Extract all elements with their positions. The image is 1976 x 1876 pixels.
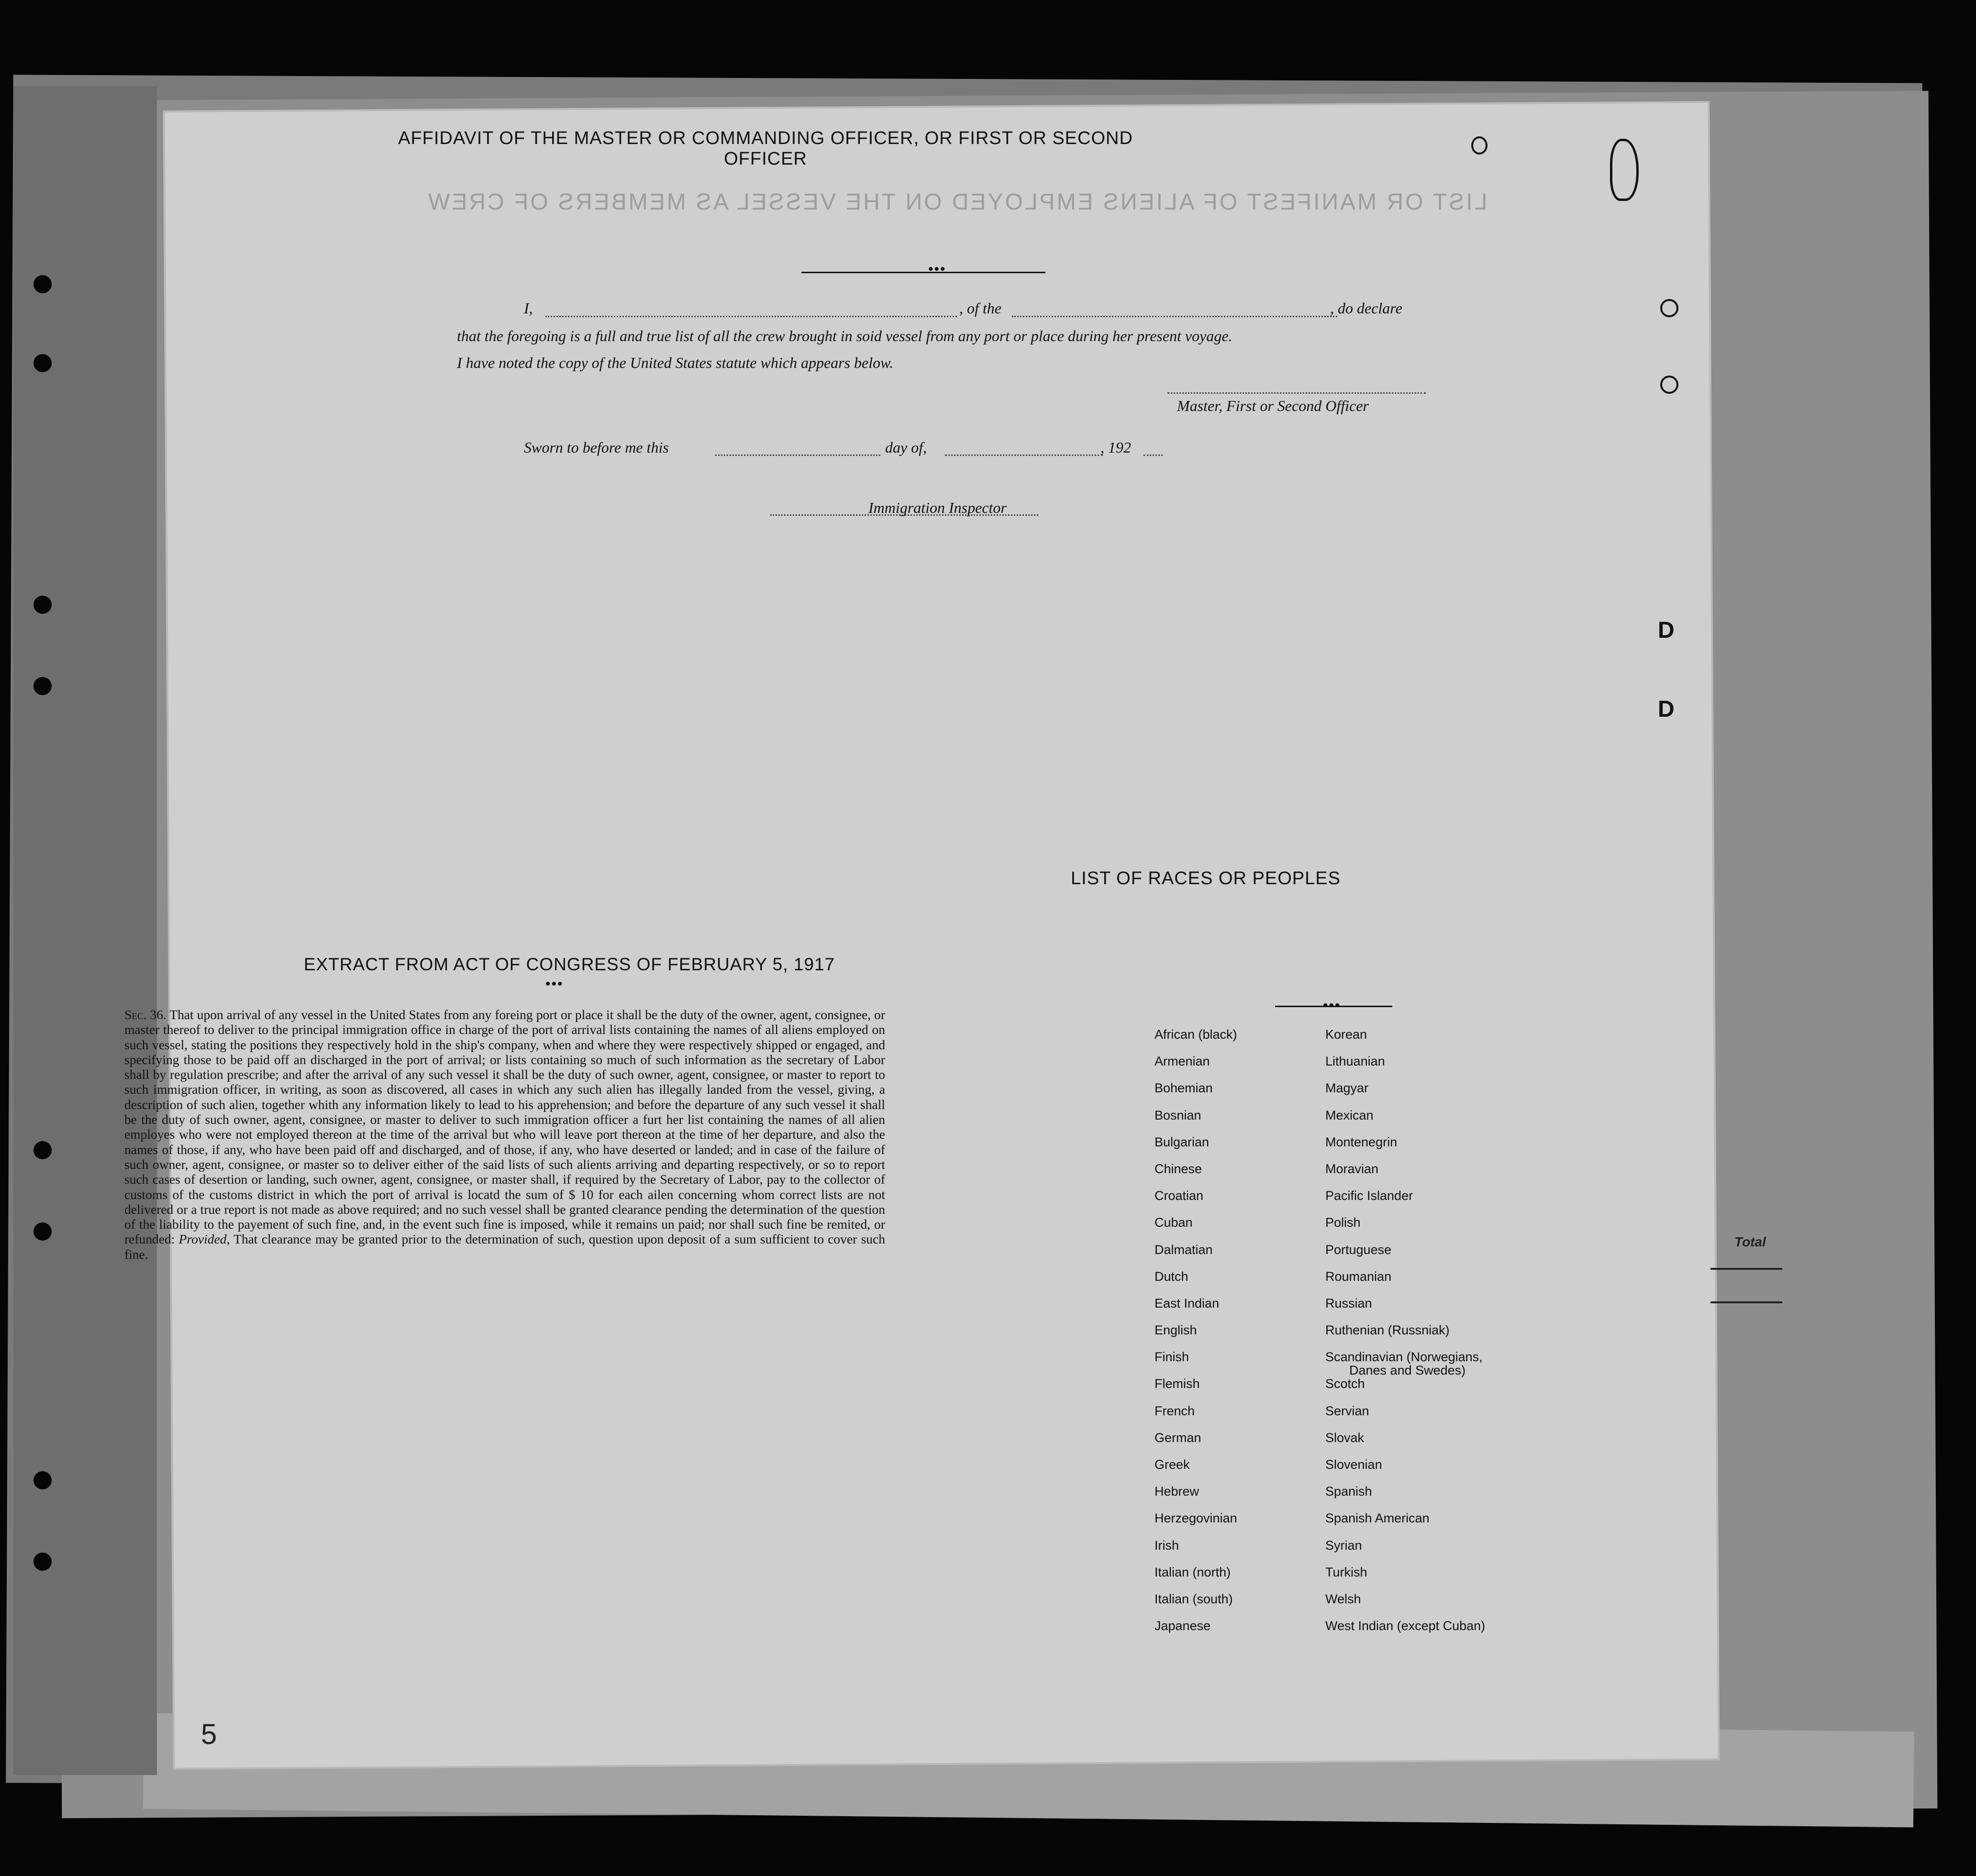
page-hole — [1660, 299, 1678, 317]
punch-hole — [33, 677, 52, 695]
race-item: Dalmatian — [1155, 1242, 1213, 1257]
race-item: West Indian (except Cuban) — [1325, 1619, 1486, 1633]
race-item: Scandinavian (Norwegians, — [1325, 1350, 1483, 1365]
heading-rule-dots: ••• — [928, 261, 946, 277]
race-item: Flemish — [1155, 1376, 1200, 1391]
vessel-prefix: , of the — [959, 300, 1001, 317]
race-item: African (black) — [1155, 1027, 1237, 1042]
race-item: Herzegovinian — [1155, 1511, 1237, 1526]
race-item: Danes and Swedes) — [1349, 1363, 1466, 1378]
total-label: Total — [1734, 1234, 1766, 1249]
punch-hole — [33, 275, 52, 293]
race-item: German — [1155, 1430, 1201, 1445]
punch-hole — [33, 354, 52, 372]
race-item: Finish — [1155, 1350, 1189, 1365]
race-item: Polish — [1325, 1215, 1361, 1230]
race-item: Bohemian — [1155, 1081, 1213, 1096]
d-mark: D — [1658, 697, 1675, 722]
race-item: Greek — [1155, 1457, 1190, 1472]
race-item: Italian (north) — [1155, 1565, 1231, 1579]
race-item: Lithuanian — [1325, 1054, 1385, 1069]
race-item: Irish — [1155, 1538, 1179, 1553]
race-item: Cuban — [1155, 1215, 1193, 1230]
race-item: Servian — [1325, 1403, 1369, 1418]
race-item: Syrian — [1325, 1538, 1362, 1553]
punch-hole — [33, 1471, 52, 1489]
section-label: Sec. 36. — [124, 1007, 167, 1022]
statute-note: I have noted the copy of the United States statute which appears below. — [457, 354, 894, 371]
declarant-prefix: I, — [524, 300, 533, 317]
race-item: Bosnian — [1155, 1108, 1201, 1122]
race-item: Welsh — [1325, 1591, 1361, 1606]
sworn-day-of: day of, — [885, 439, 927, 456]
ink-loop-mark — [1610, 139, 1639, 201]
punch-hole — [33, 1553, 52, 1571]
total-rule — [1710, 1301, 1782, 1303]
inspector-label: Immigration Inspector — [868, 499, 1007, 516]
vessel-name-line[interactable] — [1012, 316, 1337, 317]
sworn-day-line[interactable] — [715, 455, 880, 456]
extract-heading: EXTRACT FROM ACT OF CONGRESS OF FEBRUARY 5, 1917 — [303, 955, 835, 974]
race-item: Dutch — [1155, 1269, 1188, 1284]
race-item: English — [1155, 1323, 1197, 1338]
race-item: Turkish — [1325, 1565, 1367, 1579]
race-item: Japanese — [1155, 1619, 1211, 1633]
extract-heading-dots: ••• — [545, 976, 564, 992]
race-item: Mexican — [1325, 1108, 1374, 1122]
punch-hole — [33, 1141, 52, 1159]
race-item: Croatian — [1155, 1188, 1204, 1203]
heading-rule — [801, 272, 1045, 273]
sworn-year: , 192 — [1100, 439, 1131, 456]
punch-hole — [33, 596, 52, 614]
race-item: Spanish American — [1325, 1511, 1430, 1526]
race-item: Korean — [1325, 1027, 1367, 1042]
proviso-text: That clearance may be granted prior to the determination of such, question upon deposit of a sum sufficient to cover such fine. — [124, 1232, 885, 1262]
race-item: Chinese — [1155, 1161, 1202, 1176]
race-item: Slovenian — [1325, 1457, 1382, 1472]
races-heading-dots: ••• — [1323, 998, 1341, 1013]
page-hole — [1660, 376, 1678, 394]
race-item: Portuguese — [1325, 1242, 1392, 1257]
declarant-name-line[interactable] — [545, 316, 957, 317]
race-item: Magyar — [1325, 1081, 1369, 1096]
race-item: Hebrew — [1155, 1484, 1199, 1499]
signature-line[interactable] — [1167, 392, 1426, 394]
race-item: Moravian — [1325, 1161, 1379, 1176]
races-heading: LIST OF RACES OR PEOPLES — [1071, 868, 1341, 888]
race-item: Montenegrin — [1325, 1134, 1398, 1149]
races-column-2 — [1325, 1028, 1485, 1646]
race-item: Russian — [1325, 1296, 1372, 1310]
race-item: Scotch — [1325, 1376, 1365, 1391]
race-item: East Indian — [1155, 1296, 1220, 1310]
left-sheet-strip — [13, 86, 157, 1775]
race-item: Ruthenian (Russniak) — [1325, 1323, 1450, 1338]
race-item: Pacific Islander — [1325, 1188, 1413, 1203]
sworn-year-line[interactable] — [1143, 455, 1163, 456]
sworn-month-line[interactable] — [945, 455, 1103, 456]
race-item: Bulgarian — [1155, 1134, 1210, 1149]
race-item: Slovak — [1325, 1430, 1365, 1445]
total-rule — [1710, 1268, 1782, 1270]
race-item: Italian (south) — [1155, 1591, 1233, 1606]
page-hole — [1471, 136, 1488, 155]
d-mark: D — [1658, 618, 1675, 643]
sworn-prefix: Sworn to before me this — [524, 439, 669, 456]
declaration-line: that the foregoing is a full and true list of all the crew brought in soid vessel from any port or place during her present voyage. — [457, 327, 1232, 344]
race-item: French — [1155, 1403, 1195, 1418]
bleed-through-title: LIST OR MANIFEST OF ALIENS EMPLOYED ON THE VESSEL AS MEMBERS OF CREW — [426, 189, 1488, 215]
signature-label: Master, First or Second Officer — [1177, 397, 1369, 414]
punch-hole — [33, 1222, 52, 1241]
affidavit-heading: AFFIDAVIT OF THE MASTER OR COMMANDING OFFICER, OR FIRST OR SECOND OFFICER — [398, 128, 1133, 169]
proviso-label: Provided, — [178, 1232, 230, 1247]
page-number-mark: 5 — [201, 1718, 217, 1750]
race-item: Spanish — [1325, 1484, 1372, 1499]
section-text: That upon arrival of any vessel in the United States from any foreing port or place it shall be the duty of the owner, agent, consignee, or master thereof to deliver to the principal immigration office in charge of the port of arrival lists containing the names of all aliens employed on such vessel, stating the positions they respectively hold in the ship's company, when and where they were respectively shipped or engaged, and specifying those to be paid off an discharged in the port of arrival; or lists containing so much of such information as the secretary of Labor shall by regulation prescribe; and after the arrival of any such vessel it shall be the duty of such owner, agent, consignee, or master to report to such immigration officer, in writing, as soon as discovered, all cases in which any such alien has illegally landed from the vessel, giving, a description of such alien, together whith any information likely to lead to his apprehension; and before the departure of any such vessel it shall be the duty of such owner, agent, consignee, or master to deliver to such immigration officer a furt her list containing the names of all alien employes who were not employed thereon at the time of the arrival but who will leave port thereon at the time of her departure, and also the names of those, if any, who have been paid off and discharged, and of those, if any, who have deserted or landed; and in case of the failure of such owner, agent, consignee, or master so to deliver either of the said lists of such alients arriving and departing respectively, or so to report such cases of desertion or landing, such owner, agent, consignee, or master shall, if required by the Secretary of Labor, pay to the collector of customs of the customs district in which the port of arrival is locatd the sum of $ 10 for each ailen concerning whom correct lists are not delivered or a true report is not made as above required; and no such vessel shall be granted clearance pending the determination of the question of the liability to the payement of such fine, and, in the event such fine is imposed, while it remains un paid; nor shall such fine be remited, or refunded: — [124, 1007, 885, 1247]
races-column-1 — [1155, 1028, 1237, 1646]
declare-text: , do declare — [1330, 300, 1402, 317]
race-item: Armenian — [1155, 1054, 1210, 1069]
extract-body — [124, 1007, 885, 1262]
race-item: Roumanian — [1325, 1269, 1392, 1284]
